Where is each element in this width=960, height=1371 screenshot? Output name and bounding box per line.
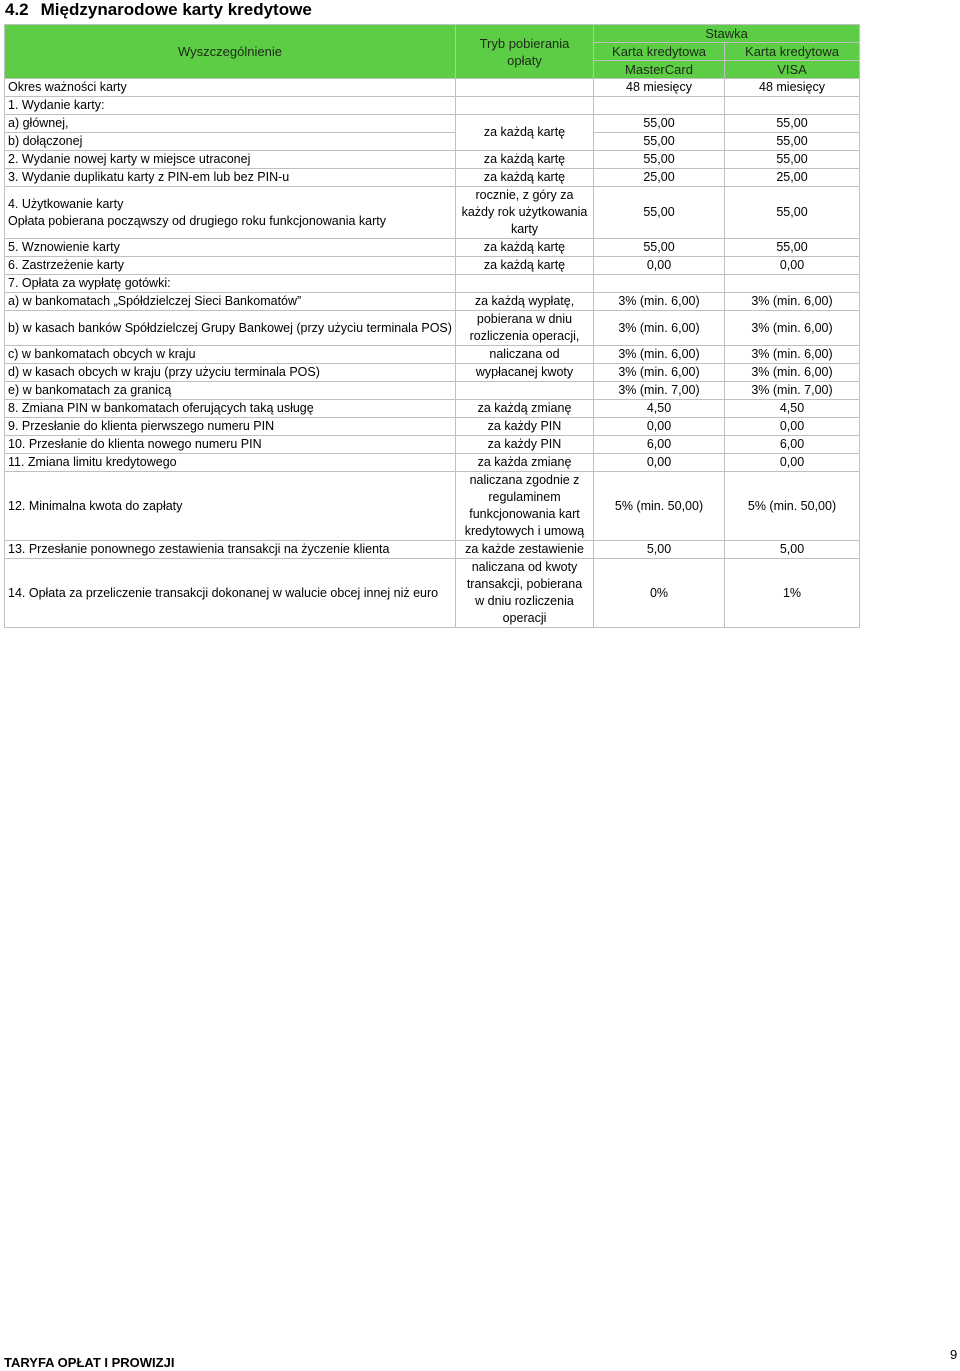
row-desc: c) w bankomatach obcych w kraju: [5, 346, 456, 364]
row-mode: [456, 187, 594, 239]
row-mastercard: 55,00: [594, 151, 725, 169]
row-desc: e) w bankomatach za granicą: [5, 382, 456, 400]
row-visa: 1%: [725, 559, 860, 628]
row-mode: za każdą wypłatę,: [456, 293, 594, 311]
row-mastercard: 3% (min. 7,00): [594, 382, 725, 400]
table-row: [5, 382, 860, 400]
row-visa: 25,00: [725, 169, 860, 187]
header-mode: [456, 25, 594, 79]
header-mastercard-line2: MasterCard: [594, 61, 725, 79]
row-visa: 6,00: [725, 436, 860, 454]
row-mastercard: 3% (min. 6,00): [594, 311, 725, 346]
table-row: [5, 239, 860, 257]
row-desc: 11. Zmiana limitu kredytowego: [5, 454, 456, 472]
table-row: [5, 400, 860, 418]
row-mastercard: 0,00: [594, 257, 725, 275]
row-visa: 4,50: [725, 400, 860, 418]
row-visa: 55,00: [725, 133, 860, 151]
row-mode-line2: transakcji, pobierana: [466, 577, 583, 591]
row-visa: 48 miesięcy: [725, 79, 860, 97]
table-row: [5, 293, 860, 311]
row-mastercard: 3% (min. 6,00): [594, 293, 725, 311]
row-desc: a) głównej,: [5, 115, 456, 133]
row-mode-line3: funkcjonowania kart: [469, 507, 580, 521]
table-row: [5, 151, 860, 169]
footer-title: TARYFA OPŁAT I PROWIZJI: [4, 1355, 175, 1370]
row-mastercard: 0,00: [594, 454, 725, 472]
table-row: [5, 169, 860, 187]
row-visa: 55,00: [725, 239, 860, 257]
row-mastercard: 5,00: [594, 541, 725, 559]
row-desc: d) w kasach obcych w kraju (przy użyciu terminala POS): [5, 364, 456, 382]
table-row: [5, 559, 860, 628]
row-mode: za każdą kartę: [456, 169, 594, 187]
row-visa: 3% (min. 7,00): [725, 382, 860, 400]
table-row: [5, 541, 860, 559]
row-visa: 55,00: [725, 151, 860, 169]
table-row: [5, 311, 860, 346]
row-mode-line1: rocznie, z góry za: [475, 188, 574, 202]
row-desc-line1: 4. Użytkowanie karty: [8, 196, 124, 211]
table-row: [5, 115, 860, 133]
row-mode: za każdą kartę: [456, 115, 594, 151]
row-visa: [725, 97, 860, 115]
row-mode: za każde zestawienie: [456, 541, 594, 559]
header-row: [5, 25, 860, 43]
row-visa: 0,00: [725, 418, 860, 436]
row-mastercard: 55,00: [594, 133, 725, 151]
row-mode-line3: w dniu rozliczenia: [475, 594, 574, 608]
row-mastercard: [594, 97, 725, 115]
row-desc: 1. Wydanie karty:: [5, 97, 456, 115]
row-mastercard: 55,00: [594, 187, 725, 239]
row-mode-line4: operacji: [502, 611, 547, 625]
row-desc-line2: Opłata pobierana począwszy od drugiego roku funkcjonowania karty: [8, 213, 387, 228]
row-desc: 7. Opłata za wypłatę gotówki:: [5, 275, 456, 293]
table-row: [5, 187, 860, 239]
row-mode: za każdy PIN: [456, 436, 594, 454]
row-desc: 12. Minimalna kwota do zapłaty: [5, 472, 456, 541]
row-mode: wypłacanej kwoty: [456, 364, 594, 382]
row-visa: [725, 275, 860, 293]
table-row: [5, 79, 860, 97]
table-row: [5, 97, 860, 115]
table-row: [5, 418, 860, 436]
table-row: [5, 275, 860, 293]
row-mode: za każda zmianę: [456, 454, 594, 472]
row-mastercard: 0,00: [594, 418, 725, 436]
table-row: [5, 436, 860, 454]
section-title-text: Międzynarodowe karty kredytowe: [40, 0, 312, 19]
row-visa: 3% (min. 6,00): [725, 364, 860, 382]
header-stawka: Stawka: [594, 25, 860, 43]
row-mode: za każdą kartę: [456, 257, 594, 275]
row-mode: za każdą kartę: [456, 151, 594, 169]
row-desc: [5, 187, 456, 239]
table-row: [5, 133, 860, 151]
row-mode: [456, 311, 594, 346]
row-desc: 3. Wydanie duplikatu karty z PIN-em lub bez PIN-u: [5, 169, 456, 187]
section-number: 4.2: [5, 0, 29, 19]
row-mastercard: 55,00: [594, 115, 725, 133]
row-mode: za każdy PIN: [456, 418, 594, 436]
row-mastercard: 3% (min. 6,00): [594, 346, 725, 364]
row-visa: 55,00: [725, 187, 860, 239]
row-desc: b) dołączonej: [5, 133, 456, 151]
row-visa: 5,00: [725, 541, 860, 559]
row-visa: 3% (min. 6,00): [725, 346, 860, 364]
row-mode: [456, 472, 594, 541]
row-desc: 9. Przesłanie do klienta pierwszego numeru PIN: [5, 418, 456, 436]
row-visa: 3% (min. 6,00): [725, 293, 860, 311]
row-mastercard: 25,00: [594, 169, 725, 187]
row-mastercard: 55,00: [594, 239, 725, 257]
row-mode: naliczana od: [456, 346, 594, 364]
row-mode-line1: naliczana zgodnie z: [469, 473, 580, 487]
row-mode-line1: pobierana w dniu: [476, 312, 573, 326]
row-desc: Okres ważności karty: [5, 79, 456, 97]
table-row: [5, 454, 860, 472]
row-mode-line2: rozliczenia operacji,: [469, 329, 580, 343]
row-mastercard: 0%: [594, 559, 725, 628]
row-visa: 55,00: [725, 115, 860, 133]
row-mode: za każdą zmianę: [456, 400, 594, 418]
row-mode: [456, 275, 594, 293]
row-mastercard: 5% (min. 50,00): [594, 472, 725, 541]
row-desc: 6. Zastrzeżenie karty: [5, 257, 456, 275]
fee-table: [4, 24, 860, 628]
header-visa-line1: Karta kredytowa: [725, 43, 860, 61]
row-visa: 3% (min. 6,00): [725, 311, 860, 346]
row-mode: za każdą kartę: [456, 239, 594, 257]
row-desc: 8. Zmiana PIN w bankomatach oferujących taką usługę: [5, 400, 456, 418]
header-mode-line2: opłaty: [507, 52, 542, 68]
row-mastercard: 3% (min. 6,00): [594, 364, 725, 382]
row-mode-line4: kredytowych i umową: [464, 524, 585, 538]
row-mode: [456, 79, 594, 97]
row-mode-line2: regulaminem: [488, 490, 561, 504]
row-mastercard: 6,00: [594, 436, 725, 454]
row-mastercard: 48 miesięcy: [594, 79, 725, 97]
header-mode-line1: Tryb pobierania: [479, 35, 570, 51]
row-mode-line3: karty: [510, 222, 539, 236]
row-desc: 10. Przesłanie do klienta nowego numeru PIN: [5, 436, 456, 454]
table-row: [5, 346, 860, 364]
row-mastercard: 4,50: [594, 400, 725, 418]
header-spec: Wyszczególnienie: [5, 25, 456, 79]
header-visa-line2: VISA: [725, 61, 860, 79]
header-mastercard-line1: Karta kredytowa: [594, 43, 725, 61]
page-number: 9: [950, 1347, 958, 1362]
row-visa: 5% (min. 50,00): [725, 472, 860, 541]
table-row: [5, 257, 860, 275]
table-row: [5, 364, 860, 382]
row-mode-line1: naliczana od kwoty: [471, 560, 578, 574]
row-desc: 14. Opłata za przeliczenie transakcji dokonanej w walucie obcej innej niż euro: [5, 559, 456, 628]
row-mode: [456, 97, 594, 115]
row-mode: [456, 382, 594, 400]
row-desc: 13. Przesłanie ponownego zestawienia transakcji na życzenie klienta: [5, 541, 456, 559]
section-title: [5, 0, 312, 20]
table-row: [5, 472, 860, 541]
row-mode: [456, 559, 594, 628]
row-desc: 2. Wydanie nowej karty w miejsce utraconej: [5, 151, 456, 169]
row-visa: 0,00: [725, 257, 860, 275]
row-mastercard: [594, 275, 725, 293]
row-visa: 0,00: [725, 454, 860, 472]
row-desc: a) w bankomatach „Spółdzielczej Sieci Bankomatów”: [5, 293, 456, 311]
row-desc: b) w kasach banków Spółdzielczej Grupy Bankowej (przy użyciu terminala POS): [5, 311, 456, 346]
row-mode-line2: każdy rok użytkowania: [461, 205, 588, 219]
row-desc: 5. Wznowienie karty: [5, 239, 456, 257]
